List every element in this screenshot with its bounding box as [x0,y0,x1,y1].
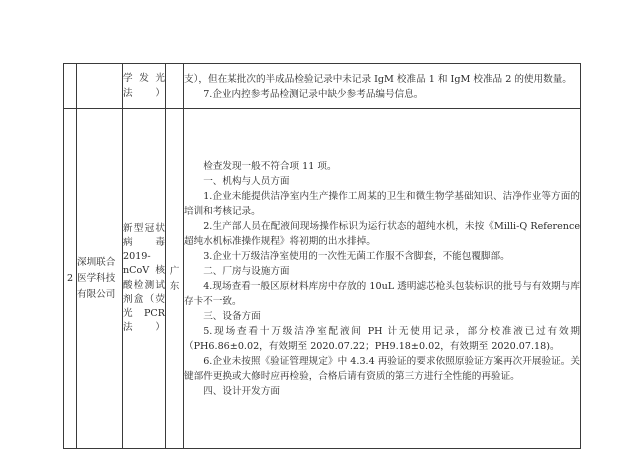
issue-line: 四、设计开发方面 [203,386,280,397]
issue-line: 二、厂房与设施方面 [203,266,290,277]
issue-line: 检查发现一般不符合项 11 项。 [203,161,337,172]
issue-line: 7.企业内控参考品检测记录中缺少参考品编号信息。 [203,89,424,100]
province-cell: 广东 [166,109,184,449]
product-cell: 新型冠状病毒 2019-nCoV 核酸检测试剂盒（荧光PCR法） [123,109,166,449]
province-cell [166,64,184,109]
product-cell: 学发光法） [123,64,166,109]
inspection-table [63,63,581,449]
issue-line: 三、设备方面 [203,311,261,322]
issues-cell [184,64,581,109]
issue-line: 5.现场查看十万级洁净室配液间 PH 计无使用记录，部分校准液已过有效期 （PH6.86±0.02，有效期至 2020.07.22；PH9.18±0.02，有效期至 2020.07.18)。 [184,326,580,352]
issue-line: 6.企业未按照《验证管理规定》中 4.3.4 再验证的要求依照原验证方案再次开展验证。关键部件更换或大修时应再检验，合格后请有资质的第三方进行全性能的再验证。 [184,356,580,382]
company-cell [77,64,123,109]
issue-line: 支），但在某批次的半成品检验记录中未记录 IgM 校准品 1 和 IgM 校准品 2 的使用数量。 [184,74,572,85]
company-cell: 深圳联合医学科技有限公司 [77,109,123,449]
table-row [64,109,581,449]
table-row [64,64,581,109]
issues-cell [184,109,581,449]
index-cell [64,64,77,109]
issue-line: 4.现场查看一般区原材料库房中存放的 10uL 透明滤芯枪头包装标识的批号与有效期与库存卡不一致。 [184,281,580,307]
issue-line: 1.企业未能提供洁净室内生产操作工周某的卫生和微生物学基础知识、洁净作业等方面的培训和考核记录。 [184,191,580,217]
issue-line: 一、机构与人员方面 [203,176,290,187]
issue-line: 2.生产部人员在配液间现场操作标识为运行状态的超纯水机，未按《Milli-Q Reference 超纯水机标准操作规程》将初期的出水排掉。 [184,221,580,247]
issue-line: 3.企业十万级洁净室使用的一次性无菌工作服不含脚套，不能包覆脚部。 [203,251,510,262]
index-cell: 2 [64,109,77,449]
